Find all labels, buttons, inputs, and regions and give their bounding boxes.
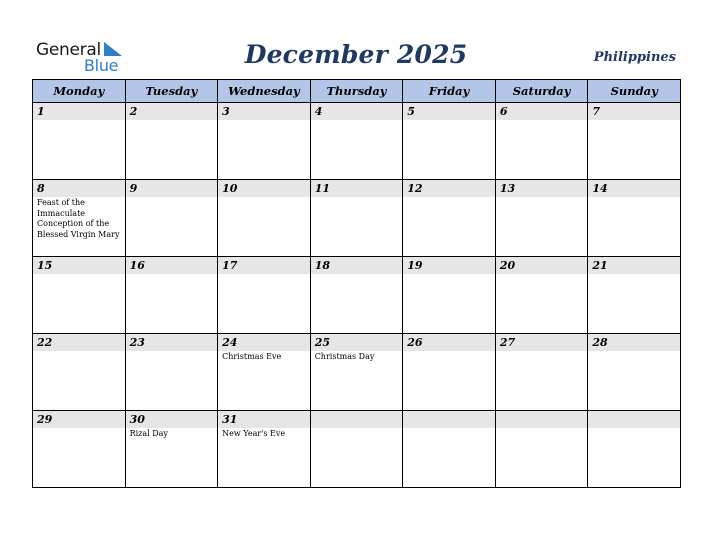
weekday-header-row bbox=[33, 80, 681, 103]
holiday-label bbox=[311, 120, 403, 121]
holiday-label bbox=[126, 120, 218, 121]
day-number: 13 bbox=[496, 180, 588, 197]
day-cell bbox=[495, 334, 588, 411]
holiday-label bbox=[126, 351, 218, 352]
day-number: 17 bbox=[218, 257, 310, 274]
holiday-label: New Year's Eve bbox=[222, 429, 286, 438]
day-cell bbox=[588, 334, 681, 411]
holiday-label bbox=[496, 351, 588, 352]
day-cell bbox=[495, 257, 588, 334]
day-cell bbox=[495, 411, 588, 488]
day-cell bbox=[125, 411, 218, 488]
holiday-label: Christmas Day bbox=[314, 352, 375, 361]
day-number: 20 bbox=[496, 257, 588, 274]
day-cell bbox=[310, 334, 403, 411]
day-cell bbox=[33, 180, 126, 257]
holiday-label bbox=[126, 274, 218, 275]
holiday-label bbox=[496, 197, 588, 198]
day-cell bbox=[218, 257, 311, 334]
day-number bbox=[311, 411, 403, 428]
holiday-label bbox=[588, 428, 680, 429]
day-cell bbox=[33, 334, 126, 411]
day-number bbox=[588, 411, 680, 428]
holiday-label bbox=[403, 197, 495, 198]
holiday-label bbox=[218, 197, 310, 198]
day-number: 21 bbox=[588, 257, 680, 274]
holiday-label bbox=[588, 351, 680, 352]
day-number: 10 bbox=[218, 180, 310, 197]
day-number: 27 bbox=[496, 334, 588, 351]
day-number: 22 bbox=[33, 334, 125, 351]
day-cell bbox=[33, 103, 126, 180]
weekday-header: Saturday bbox=[495, 80, 588, 103]
calendar-title: December 2025 bbox=[244, 40, 468, 69]
holiday-label: Feast of the Immaculate Conception of the Blessed Virgin Mary bbox=[37, 198, 120, 239]
day-cell bbox=[588, 180, 681, 257]
holiday-label bbox=[33, 351, 125, 352]
day-number: 2 bbox=[126, 103, 218, 120]
day-cell bbox=[125, 334, 218, 411]
day-number: 23 bbox=[126, 334, 218, 351]
holiday-label bbox=[588, 197, 680, 198]
weekday-header: Thursday bbox=[310, 80, 403, 103]
day-number: 3 bbox=[218, 103, 310, 120]
day-cell bbox=[403, 411, 496, 488]
holiday-label: Christmas Eve bbox=[222, 352, 282, 361]
day-number: 30 bbox=[126, 411, 218, 428]
holiday-label bbox=[218, 274, 310, 275]
day-number: 18 bbox=[311, 257, 403, 274]
holiday-label bbox=[403, 351, 495, 352]
week-row bbox=[33, 180, 681, 257]
holiday-label bbox=[403, 428, 495, 429]
day-number: 6 bbox=[496, 103, 588, 120]
logo-text-blue: Blue bbox=[84, 56, 119, 75]
day-number: 31 bbox=[218, 411, 310, 428]
week-row bbox=[33, 103, 681, 180]
weekday-header: Tuesday bbox=[125, 80, 218, 103]
day-cell bbox=[218, 103, 311, 180]
holiday-label bbox=[311, 428, 403, 429]
day-cell bbox=[33, 411, 126, 488]
day-number: 12 bbox=[403, 180, 495, 197]
day-cell bbox=[218, 180, 311, 257]
weekday-header: Sunday bbox=[588, 80, 681, 103]
day-cell bbox=[33, 257, 126, 334]
day-number: 1 bbox=[33, 103, 125, 120]
day-cell bbox=[125, 257, 218, 334]
logo-text-general: General bbox=[36, 40, 101, 60]
holiday-label bbox=[33, 274, 125, 275]
weekday-header: Friday bbox=[403, 80, 496, 103]
holiday-label bbox=[311, 274, 403, 275]
holiday-label bbox=[126, 197, 218, 198]
day-number: 28 bbox=[588, 334, 680, 351]
holiday-label bbox=[33, 120, 125, 121]
day-cell bbox=[310, 411, 403, 488]
day-number: 16 bbox=[126, 257, 218, 274]
day-number: 19 bbox=[403, 257, 495, 274]
holiday-label bbox=[403, 274, 495, 275]
day-number: 26 bbox=[403, 334, 495, 351]
holiday-label bbox=[311, 197, 403, 198]
holiday-label bbox=[496, 428, 588, 429]
day-number: 25 bbox=[311, 334, 403, 351]
day-cell bbox=[403, 257, 496, 334]
holiday-label bbox=[496, 120, 588, 121]
day-number: 5 bbox=[403, 103, 495, 120]
day-number: 4 bbox=[311, 103, 403, 120]
day-number: 9 bbox=[126, 180, 218, 197]
day-number: 15 bbox=[33, 257, 125, 274]
day-cell bbox=[403, 180, 496, 257]
day-cell bbox=[588, 411, 681, 488]
day-cell bbox=[403, 334, 496, 411]
holiday-label bbox=[588, 274, 680, 275]
holiday-label bbox=[218, 120, 310, 121]
day-cell bbox=[218, 334, 311, 411]
day-cell bbox=[125, 103, 218, 180]
day-cell bbox=[310, 180, 403, 257]
holiday-label bbox=[403, 120, 495, 121]
day-cell bbox=[310, 257, 403, 334]
day-cell bbox=[495, 103, 588, 180]
day-cell bbox=[310, 103, 403, 180]
country-label: Philippines bbox=[593, 50, 676, 65]
day-number: 8 bbox=[33, 180, 125, 197]
weekday-header: Monday bbox=[33, 80, 126, 103]
holiday-label bbox=[496, 274, 588, 275]
day-number: 7 bbox=[588, 103, 680, 120]
day-number bbox=[496, 411, 588, 428]
day-cell bbox=[588, 103, 681, 180]
day-cell bbox=[495, 180, 588, 257]
day-number: 29 bbox=[33, 411, 125, 428]
day-number: 24 bbox=[218, 334, 310, 351]
week-row bbox=[33, 257, 681, 334]
day-number bbox=[403, 411, 495, 428]
day-cell bbox=[588, 257, 681, 334]
holiday-label bbox=[33, 428, 125, 429]
day-cell bbox=[403, 103, 496, 180]
day-cell bbox=[218, 411, 311, 488]
calendar-grid bbox=[32, 79, 681, 488]
weekday-header: Wednesday bbox=[218, 80, 311, 103]
day-number: 14 bbox=[588, 180, 680, 197]
week-row bbox=[33, 334, 681, 411]
week-row bbox=[33, 411, 681, 488]
holiday-label bbox=[588, 120, 680, 121]
holiday-label: Rizal Day bbox=[129, 429, 168, 438]
day-cell bbox=[125, 180, 218, 257]
day-number: 11 bbox=[311, 180, 403, 197]
